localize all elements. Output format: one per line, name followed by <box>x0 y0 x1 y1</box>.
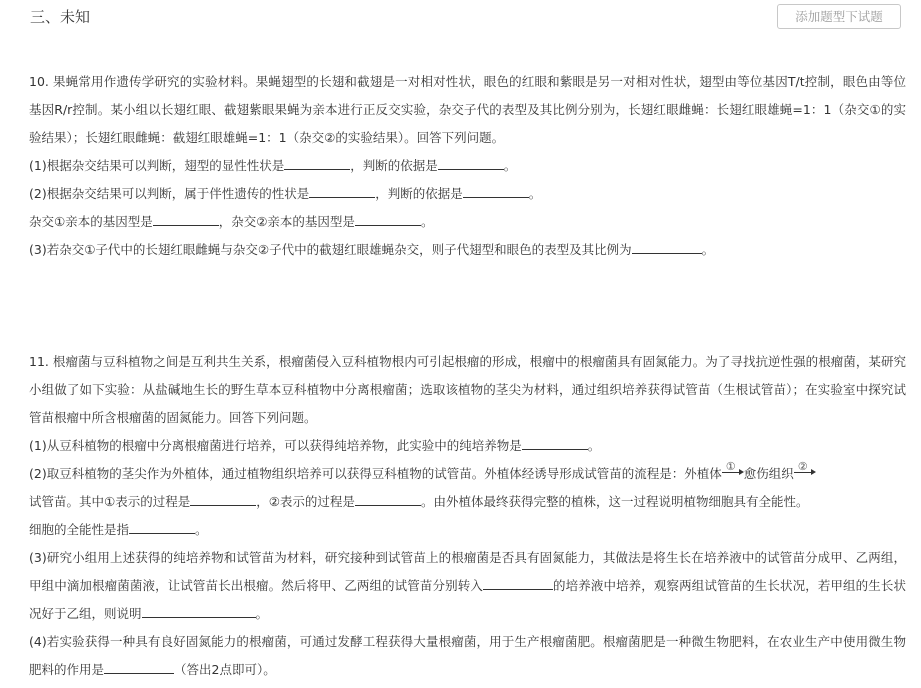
sub-question-3: (3)研究小组用上述获得的纯培养物和试管苗为材料，研究接种到试管苗上的根瘤菌是否具有固氮能力，其做法是将生长在培养液中的试管苗分成甲、乙两组，甲组中滴加根瘤菌菌液，让试管苗长出根瘤。然后将甲、乙两组的试管苗分别转入 的培养液中培养，观察两组试管苗的生长状况，若甲组的生长状况好于乙组，则说明 。 <box>29 550 906 621</box>
sub-question-1: (1)根据杂交结果可以判断，翅型的显性性状是 ，判断的依据是 。 <box>29 152 906 180</box>
answer-blank[interactable] <box>309 183 375 198</box>
answer-blank[interactable] <box>104 659 174 674</box>
answer-blank[interactable] <box>522 435 588 450</box>
question-stem: 11. 根瘤菌与豆科植物之间是互利共生关系，根瘤菌侵入豆科植物根内可引起根瘤的形成，根瘤中的根瘤菌具有固氮能力。为了寻找抗逆性强的根瘤菌，某研究小组做了如下实验：从盐碱地生长的野生草本豆科植物中分离根瘤菌；选取该植物的茎尖为材料，通过组织培养获得试管苗（生根试管苗）；在实验室中探究试管苗根瘤中所含根瘤菌的固氮能力。回答下列问题。 <box>29 354 906 425</box>
question-11 <box>29 348 906 684</box>
answer-blank[interactable] <box>483 575 553 590</box>
answer-blank[interactable] <box>129 519 195 534</box>
sub-question-2: (2)根据杂交结果可以判断，属于伴性遗传的性状是 ，判断的依据是 。 <box>29 180 906 208</box>
section-title: 三、未知 <box>30 8 91 26</box>
sub-question-2: (2)取豆科植物的茎尖作为外植体，通过植物组织培养可以获得豆科植物的试管苗。外植体经诱导形成试管苗的流程是：外植体 ① 愈伤组织 ② <box>29 460 906 488</box>
sub-question-4: (4)若实验获得一种具有良好固氮能力的根瘤菌，可通过发酵工程获得大量根瘤菌，用于生产根瘤菌肥。根瘤菌肥是一种微生物肥料，在农业生产中使用微生物肥料的作用是 （答出2点即可）。 <box>29 634 906 677</box>
answer-blank[interactable] <box>284 155 350 170</box>
answer-blank[interactable] <box>355 491 421 506</box>
sub-question-2-continued: 细胞的全能性是指 。 <box>29 516 906 544</box>
answer-blank[interactable] <box>355 211 421 226</box>
question-10 <box>29 68 906 264</box>
answer-blank[interactable] <box>190 491 256 506</box>
answer-blank[interactable] <box>463 183 529 198</box>
question-stem: 10. 果蝇常用作遗传学研究的实验材料。果蝇翅型的长翅和截翅是一对相对性状，眼色的红眼和紫眼是另一对相对性状，翅型由等位基因T/t控制，眼色由等位基因R/r控制。某小组以长翅红眼、截翅紫眼果蝇为亲本进行正反交实验，杂交子代的表型及其比例分别为，长翅红眼雌蝇：长翅红眼雄蝇=1：1（杂交①的实验结果）；长翅红眼雌蝇：截翅红眼雄蝇=1：1（杂交②的实验结果）。回答下列问题。 <box>29 74 906 145</box>
sub-question-3: (3)若杂交①子代中的长翅红眼雌蝇与杂交②子代中的截翅红眼雄蝇杂交，则子代翅型和眼色的表型及其比例为 。 <box>29 236 906 264</box>
answer-blank[interactable] <box>142 603 256 618</box>
answer-blank[interactable] <box>632 239 702 254</box>
answer-blank[interactable] <box>153 211 219 226</box>
add-question-button[interactable]: 添加题型下试题 <box>777 4 901 29</box>
right-arrow-icon: ① <box>722 462 744 478</box>
sub-question-1: (1)从豆科植物的根瘤中分离根瘤菌进行培养，可以获得纯培养物，此实验中的纯培养物是 。 <box>29 432 906 460</box>
answer-blank[interactable] <box>438 155 504 170</box>
right-arrow-icon: ② <box>794 462 816 478</box>
sub-question-2-continued: 试管苗。其中①表示的过程是 ，②表示的过程是 。由外植体最终获得完整的植株，这一过程说明植物细胞具有全能性。 <box>29 488 906 516</box>
sub-question-2-continued: 杂交①亲本的基因型是 ，杂交②亲本的基因型是 。 <box>29 208 906 236</box>
